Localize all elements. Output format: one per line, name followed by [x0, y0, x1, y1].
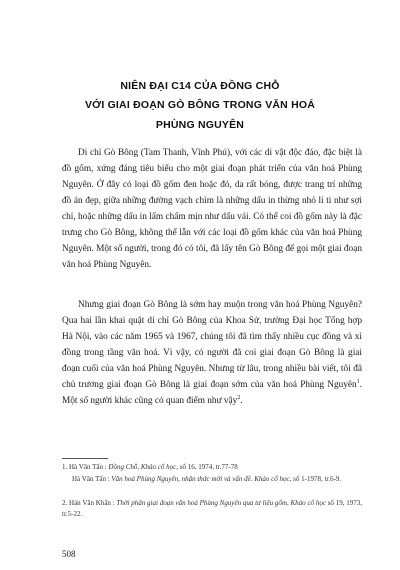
footnote-1-rest: số 16, 1974, tr.77-78	[178, 463, 238, 471]
footnote-1b-italic: Văn hoá Phùng Nguyên, nhận thức mới và vấn đề. Khảo cổ học,	[111, 475, 292, 483]
footnote-2	[62, 498, 362, 520]
footnote-ref-1: 1	[356, 378, 360, 385]
footnote-ref-2: 2	[237, 394, 241, 401]
page-number: 508	[62, 549, 76, 559]
footnote-2-lead: 2. Hán Văn Khẩn :	[62, 499, 117, 507]
title-line-1: NIÊN ĐẠI C14 CỦA ĐỒNG CHỖ	[120, 80, 280, 92]
paragraph-2	[62, 297, 362, 409]
footnote-1b-rest: số 1-1978, tr.6-9.	[291, 475, 342, 483]
footnote-1-lead: 1. Hà Văn Tấn :	[62, 463, 109, 471]
title-line-3: PHÙNG NGUYÊN	[155, 119, 245, 131]
footnote-2-rest: số 19, 1973, tr.5-22.	[62, 499, 362, 518]
footnote-1b	[72, 474, 362, 485]
paragraph-2-end: .	[240, 396, 243, 406]
paragraph-2-main: Nhưng giai đoạn Gò Bông là sớm hay muộn trong văn hoá Phùng Nguyên? Qua hai lần khai quật di chỉ Gò Bông của Khoa Sử, trường Đại học Tổng hợp Hà Nội, vào các năm 1965 và 1967, chúng tôi đã tìm thấy nhiều cục đồng và xỉ đồng trong tầng văn hoá. Vì vậy, có người đã coi giai đoạn Gò Bông là giai đoạn cuối của văn hoá Phùng Nguyên. Nhưng từ lâu, trong nhiều bài viết, tôi đã chủ trương giai đoạn Gò Bông là giai đoạn sớm của văn hoá Phùng Nguyên	[62, 300, 362, 390]
footnote-1-italic: Đồng Chỗ, Khảo cổ học,	[108, 463, 179, 471]
paragraph-1: Di chỉ Gò Bông (Tam Thanh, Vĩnh Phú), với các di vật độc đáo, đặc biệt là đồ gốm, xứng đáng tiêu biểu cho một giai đoạn phát triển của văn hoá Phùng Nguyên. Ở đây có loại đồ gốm đen hoặc đỏ, da rất bóng, được trang trí những đồ án đẹp, giữa những đường vạch chìm là những dấu in thừng nhỏ li ti như sợi chỉ, hoặc những dấu in lấm chấm mịn như dấu vải. Có thể coi đồ gốm này là đặc trưng cho Gò Bông, không thể lẫn với các loại đồ gốm khác của văn hoá Phùng Nguyên. Một số người, trong đó có tôi, đã lấy tên Gò Bông để gọi một giai đoạn văn hoá Phùng Nguyên.	[62, 148, 362, 270]
footnote-divider	[62, 458, 108, 459]
footnote-1b-lead: Hà Văn Tấn :	[72, 475, 112, 483]
title-line-2: VỚI GIAI ĐOẠN GÒ BÔNG TRONG VĂN HOÁ	[84, 99, 316, 111]
paragraph-2-mid: . Một số người khác cũng có quan điểm như vậy	[62, 380, 362, 406]
footnote-1	[62, 462, 362, 473]
footnote-2-italic: Thời phân giai đoạn văn hoá Phùng Nguyên qua tư liệu gốm, Khảo cổ học	[116, 499, 326, 507]
